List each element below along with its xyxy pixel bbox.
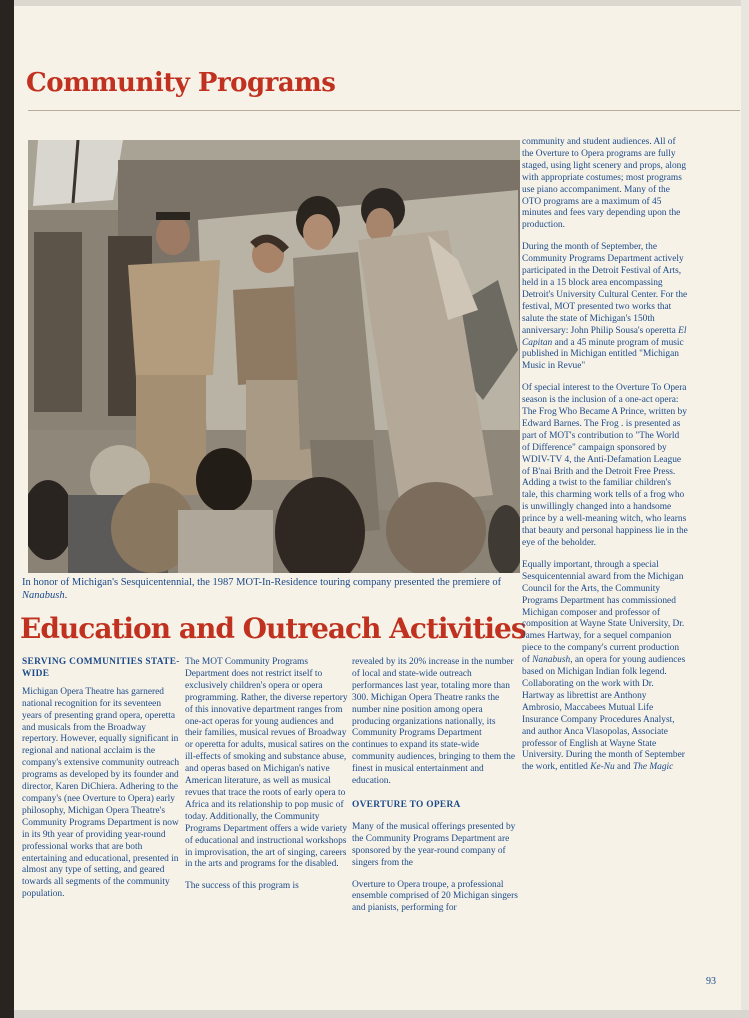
paragraph: Overture to Opera troupe, a professional ensemble comprised of 20 Michigan singers and pianists, performing for — [352, 879, 518, 914]
caption-text: In honor of Michigan's Sesquicentennial, the 1987 MOT-In-Residence touring company presented the premiere of — [22, 577, 502, 588]
paragraph: Of special interest to the Overture To Opera season is the inclusion of a one-act opera: The Frog Who Became A Prince, written by Edward Barnes. The Frog . is presented as part of MOT's contribution to "The World of Difference" campaign sponsored by WDIV-TV 4, the Anti-Defamation League of B'nai Brith and the Detroit Free Press. Adding a twist to the familiar children's tale, this charming work tells of a frog who is unwillingly changed into a handsome prince by a well-meaning witch, who learns that beauty and personal happiness lie in the eye of the beholder. — [522, 383, 688, 548]
paragraph: The success of this program is — [185, 881, 299, 892]
photo-caption — [22, 576, 518, 602]
paragraph — [522, 560, 688, 774]
title-ke-nu: Ke-Nu — [590, 762, 615, 773]
article-column-2 — [185, 657, 351, 903]
performance-photo — [28, 140, 520, 573]
text-run: , an opera for young audiences based on Michigan Indian folk legend. Collaborating on the work with Dr. Hartway as librettist are Anthony Ambrosio, Maccabees Mutual Life Insurance Company Procedures Analyst, and author Anca Vlasopolas, Associate professor of English at Wayne State University. During the month of September the work, entitled — [522, 655, 686, 773]
caption-suffix: . — [64, 590, 68, 601]
text-run: During the month of September, the Community Programs Department actively participated in the Detroit Festival of Arts, held in a 15 block area encompassing Detroit's University Cultural Center. For the festival, MOT presented two works that salute the state of Michigan's 150th anniversary: John Philip Sousa's operetta — [522, 242, 688, 336]
page-number: 93 — [706, 976, 716, 987]
paragraph: revealed by its 20% increase in the number of local and state-wide outreach performances last year, totaling more than 300. Michigan Opera Theatre ranks the number nine position among opera producing organizations nationally, its Community Programs Department continues to expand its state-wide community audiences, bringing to them the finest in musical entertainment and education. — [352, 657, 515, 787]
article-column-3 — [352, 657, 518, 925]
paragraph: community and student audiences. All of the Overture to Opera programs are fully staged, using light scenery and props, along with appropriate costumes; most programs use piano accompaniment. Many of the OTO programs are a maximum of 45 minutes and fees vary depending upon the production. — [522, 137, 687, 231]
text-run: and — [614, 762, 633, 773]
article-column-1 — [22, 657, 180, 911]
subhead-serving-communities: SERVING COMMUNITIES STATE-WIDE — [22, 657, 180, 679]
page-right-edge — [741, 0, 749, 1018]
header-rule — [28, 110, 740, 111]
book-binding — [0, 0, 14, 1018]
subhead-overture-to-opera: OVERTURE TO OPERA — [352, 799, 461, 810]
title-nanabush: Nanabush — [532, 655, 571, 666]
paragraph: The MOT Community Programs Department does not restrict itself to exclusively children's opera or opera programming. Rather, the diverse repertory of this innovative department ranges from one-act operas for young audiences and their families, musical revues of Broadway or operetta for adults, musical satires on the ill-effects of smoking and substance abuse, and operas based on Michigan's native American literature, as well as musical revues that trace the roots of early opera to Africa and its relationship to pop music of today. Additionally, the Community Programs Department offers a wide variety of educational and instructional workshops in improvisation, the art of singing, careers in the arts and programs for the disabled. — [185, 657, 350, 870]
title-el-capitan: El Capitan — [522, 325, 687, 348]
page — [14, 6, 741, 1010]
paragraph — [522, 242, 688, 373]
page-bottom-edge — [14, 1010, 749, 1018]
caption-title: Nanabush — [22, 590, 65, 601]
text-run: Equally important, through a special Sesquicentennial award from the Michigan Council for the Arts, the Community Programs Department has commissioned Michigan composer and professor of composition at Wayne State University, Dr. James Hartway, for a sequel companion piece to the company's current production of — [522, 559, 685, 666]
title-the-magic: The Magic — [632, 762, 674, 773]
paragraph: Michigan Opera Theatre has garnered national recognition for its seventeen years of presenting grand opera, operetta and musicals from the Broadway repertory. However, equally significant in regional and national acclaim is the company's extensive community outreach programs as developed by its founder and director, Karen DiChiera. Adhering to the company's (nee Overture to Opera) early philosophy, Michigan Opera Theatre's Community Programs Department is now in its 9th year of providing year-round professional works that are both entertaining and educational, presented in almost any type of setting, and geared towards all segments of the community population. — [22, 686, 180, 900]
paragraph: Many of the musical offerings presented by the Community Programs Department are sponsored by the year-round company of singers from the — [352, 821, 516, 868]
text-run: and a 45 minute program of music published in Michigan entitled "Michigan Music in Revue" — [522, 337, 684, 372]
article-column-4 — [522, 137, 688, 784]
article-headline: Education and Outreach Activities — [20, 612, 526, 645]
section-title: Community Programs — [26, 68, 336, 98]
